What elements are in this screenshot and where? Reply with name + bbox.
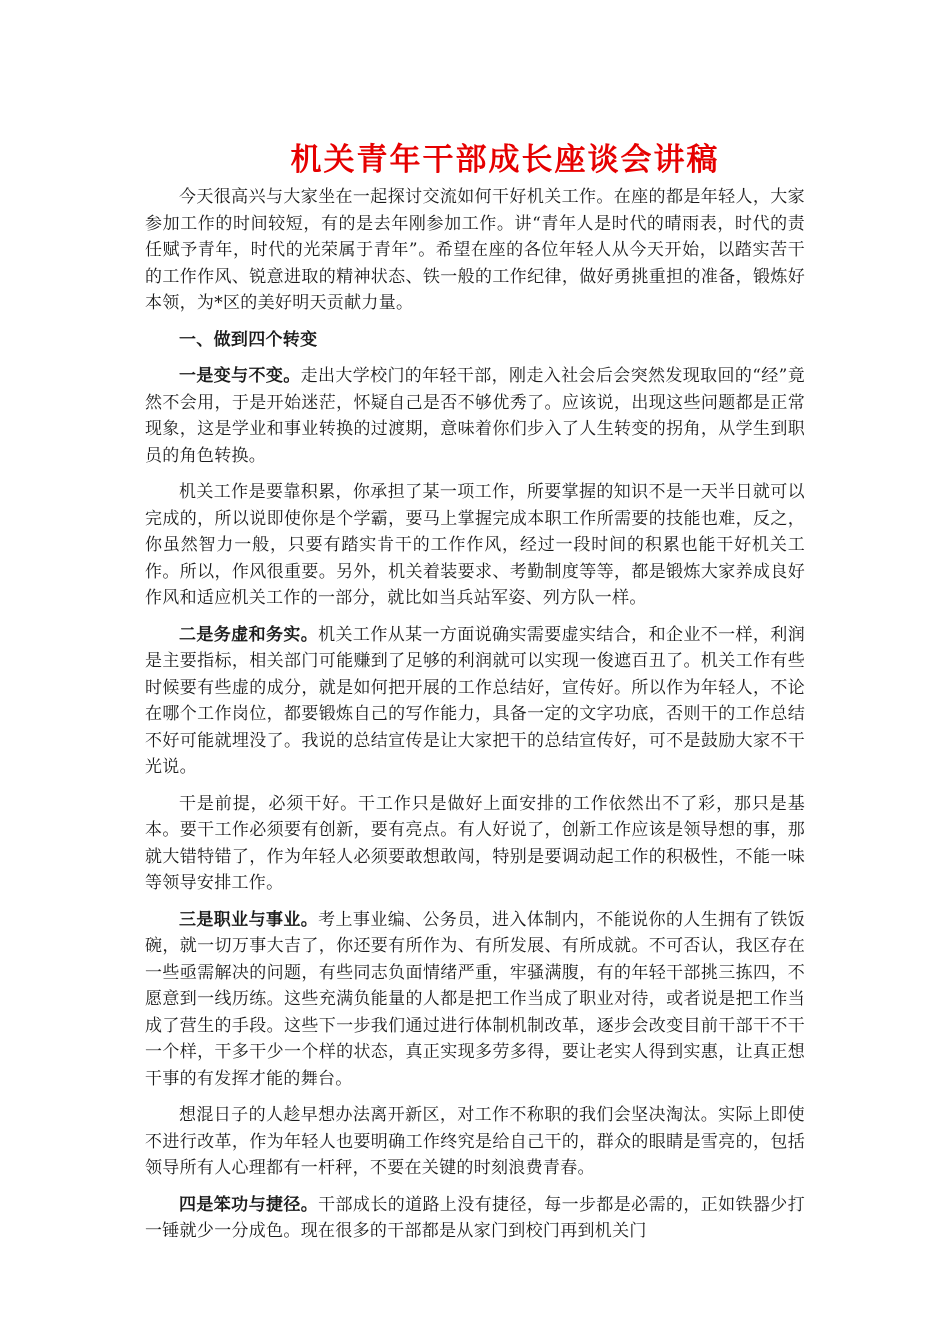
document-title: 机关青年干部成长座谈会讲稿 xyxy=(290,142,720,178)
paragraph-lead: 一是变与不变。 xyxy=(179,366,301,386)
paragraph-doing: 干是前提，必须干好。干工作只是做好上面安排的工作依然出不了彩，那只是基本。要干工作必须要有创新，要有亮点。有人好说了，创新工作应该是领导想的事，那就大错特错了，作为年轻人必须要敢想敢闯，特别是要调动起工作的积极性，不能一味等领导安排工作。 xyxy=(145,793,805,893)
paragraph-virtual-real xyxy=(145,622,805,781)
paragraph-body: 走出大学校门的年轻干部，刚走入社会后会突然发现取回的“经”竟然不会用，于是开始迷茫，怀疑自己是否不够优秀了。应该说，出现这些问题都是正常现象，这是学业和事业转换的过渡期，意味着你们步入了人生转变的拐角，从学生到职员的角色转换。 xyxy=(145,366,805,466)
intro-paragraph: 今天很高兴与大家坐在一起探讨交流如何干好机关工作。在座的都是年轻人，大家参加工作的时间较短，有的是去年刚参加工作。讲“青年人是时代的晴雨表，时代的责任赋予青年，时代的光荣属于青年”。希望在座的各位年轻人从今天开始，以踏实苦干的工作作风、锐意进取的精神状态、铁一般的工作纪律，做好勇挑重担的准备，锻炼好本领，为*区的美好明天贡献力量。 xyxy=(145,187,805,313)
paragraph-body: 机关工作从某一方面说确实需要虚实结合，和企业不一样，利润是主要指标，相关部门可能赚到了足够的利润就可以实现一俊遮百丑了。机关工作有些时候要有些虚的成分，就是如何把开展的工作总结好，宣传好。所以作为年轻人，不论在哪个工作岗位，都要锻炼自己的写作能力，具备一定的文字功底，否则干的工作总结不好可能就埋没了。我说的总结宣传是让大家把干的总结宣传好，可不是鼓励大家不干光说。 xyxy=(145,624,805,777)
paragraph-lead: 三是职业与事业。 xyxy=(179,909,319,930)
paragraph-lead: 二是务虚和务实。 xyxy=(179,624,319,645)
paragraph-shortcut xyxy=(145,1192,805,1245)
section-heading: 一、做到四个转变 xyxy=(179,329,318,350)
paragraph-lead: 四是笨功与捷径。 xyxy=(179,1194,319,1215)
paragraph-reform: 想混日子的人趁早想办法离开新区，对工作不称职的我们会坚决淘汰。实际上即使不进行改革，作为年轻人也要明确工作终究是给自己干的，群众的眼睛是雪亮的，包括领导所有人心理都有一杆秤，不要在关键的时刻浪费青春。 xyxy=(145,1105,805,1178)
paragraph-body: 考上事业编、公务员，进入体制内，不能说你的人生拥有了铁饭碗，就一切万事大吉了，你还要有所作为、有所发展、有所成就。不可否认，我区存在一些亟需解决的问题，有些同志负面情绪严重，牢骚满腹，有的年轻干部挑三拣四，不愿意到一线历练。这些充满负能量的人都是把工作当成了职业对待，或者说是把工作当成了营生的手段。这些下一步我们通过进行体制机制改革，逐步会改变目前干部干不干一个样，干多干少一个样的状态，真正实现多劳多得，要让老实人得到实惠，让真正想干事的有发挥才能的舞台。 xyxy=(145,909,805,1089)
document-page xyxy=(145,138,805,1255)
paragraph-accumulation: 机关工作是要靠积累，你承担了某一项工作，所要掌握的知识不是一天半日就可以完成的，所以说即使你是个学霸，要马上掌握完成本职工作所需要的技能也难，反之，你虽然智力一般，只要有踏实肯干的工作作风，经过一段时间的积累也能干好机关工作。所以，作风很重要。另外，机关着装要求、考勤制度等等，都是锻炼大家养成良好作风和适应机关工作的一部分，就比如当兵站军姿、列方队一样。 xyxy=(145,482,805,608)
paragraph-body: 干部成长的道路上没有捷径，每一步都是必需的，正如铁器少打一锤就少一分成色。现在很多的干部都是从家门到校门再到机关门 xyxy=(145,1194,805,1241)
paragraph-change xyxy=(145,363,805,469)
paragraph-career xyxy=(145,907,805,1093)
